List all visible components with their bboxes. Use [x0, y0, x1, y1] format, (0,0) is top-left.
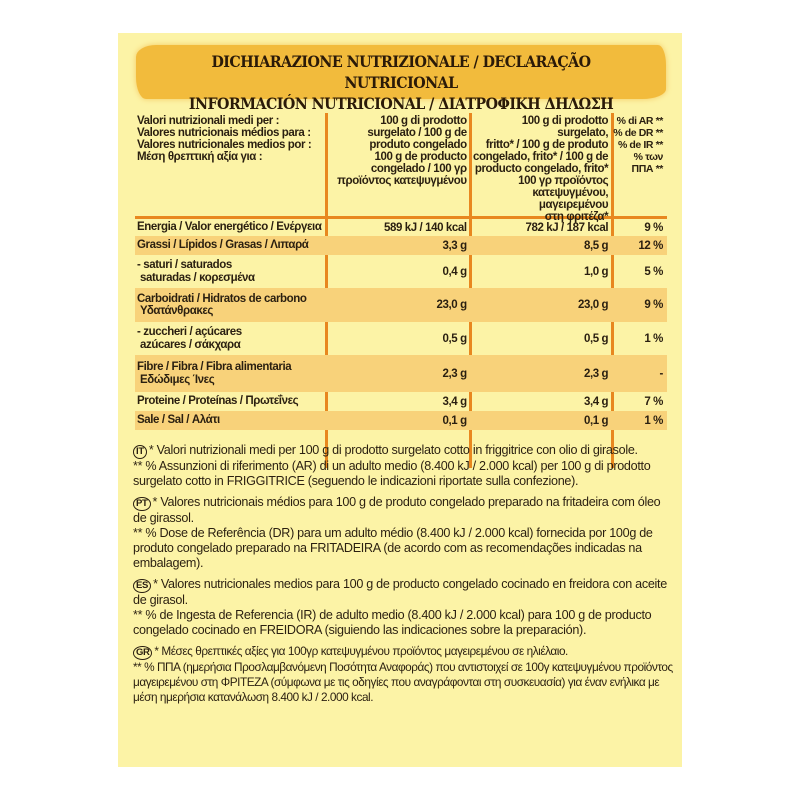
- nutrient-name-line: Energia / Valor energético / Ενέργεια: [137, 221, 322, 234]
- header-line: 100 g di prodotto surgelato,: [521, 115, 609, 139]
- header-line: Valori nutrizionali medi per :: [137, 115, 279, 127]
- header-label: [135, 113, 326, 163]
- nutrition-label: [118, 33, 682, 767]
- nutrient-name: [135, 236, 326, 255]
- footnote-es: [133, 577, 673, 638]
- value-frozen: 23,0 g: [436, 299, 467, 311]
- footnote-gr: [133, 644, 673, 705]
- footnote-double-star: ** % ΠΠΑ (ημερήσια Προσλαμβανόμενη Ποσότητα Αναφοράς) που αντιστοιχεί σε 100γ κατεψυγμένου προϊόντος μαγειρεμένου στη ΦΡΙΤΕΖΑ (σύμφωνα με τις οδηγίες που αναγράφονται στη συσκευασία) για έναν ενήλικα με μέση ημερήσια κατανάλωση 8.400 kJ / 2.000 kcal.: [133, 660, 673, 704]
- header-line: 100 g di prodotto: [380, 115, 467, 127]
- value-frozen: 2,3 g: [442, 367, 467, 380]
- title-line-1: DICHIARAZIONE NUTRIZIONALE / DECLARAÇÃO NUTRICIONAL: [211, 52, 591, 92]
- reference-intake-percent: 1 %: [644, 414, 663, 427]
- title-banner: [136, 45, 666, 113]
- header-line: 100 g de producto: [374, 151, 467, 163]
- nutrient-name: [135, 355, 326, 392]
- nutrient-name-line: azúcares / σάκχαρα: [140, 338, 241, 351]
- footnote-star: * Μέσες θρεπτικές αξίες για 100γρ κατεψυγμένου προϊόντος μαγειρεμένου σε ηλιέλαιο.: [154, 644, 568, 658]
- value-frozen: 3,3 g: [442, 239, 467, 252]
- nutrient-name-line: Υδατάνθρακες: [140, 305, 214, 317]
- value-fried: 8,5 g: [583, 239, 609, 252]
- value-fried: 782 kJ / 187 kcal: [525, 221, 609, 234]
- table-row: [135, 355, 667, 392]
- footnote-double-star: ** % Assunzioni di riferimento (AR) di un adulto medio (8.400 kJ / 2.000 kcal) per 100 g di prodotto surgelato cotto in FRIGGITRICE (seguendo le indicazioni riportate sulla confezione).: [133, 459, 651, 488]
- header-line: 100 γρ προϊόντος: [518, 175, 609, 187]
- nutrient-name-line: Carboidrati / Hidratos de carbono: [137, 292, 307, 305]
- reference-intake-percent: 7 %: [644, 395, 663, 408]
- value-frozen: 589 kJ / 140 kcal: [383, 221, 467, 234]
- nutrient-name-line: Proteine / Proteínas / Πρωτεΐνες: [137, 395, 299, 408]
- nutrient-name: [135, 411, 326, 430]
- footnote-star: * Valores nutricionais médios para 100 g de produto congelado preparado na fritadeira com óleo de girassol.: [133, 495, 661, 525]
- reference-intake-percent: -: [659, 367, 663, 380]
- language-badge: ES: [133, 579, 151, 593]
- nutrition-table: [135, 113, 667, 430]
- reference-intake-percent: 12 %: [638, 239, 663, 252]
- value-fried: 1,0 g: [583, 265, 609, 278]
- header-line: congelado, frito* / 100 g de: [473, 151, 609, 163]
- footnotes: [133, 443, 673, 711]
- header-line: congelado / 100 γρ: [370, 163, 467, 175]
- header-line: Valores nutricionales medios por :: [137, 139, 312, 151]
- table-row: [135, 219, 667, 236]
- reference-intake-percent: 5 %: [644, 265, 663, 278]
- header-line: % di AR **: [616, 115, 663, 127]
- nutrient-name-line: saturadas / κορεσμένα: [140, 271, 255, 284]
- header-line: produto congelado: [369, 139, 467, 151]
- header-per-100g-fried: [471, 113, 612, 223]
- language-badge: IT: [133, 445, 147, 459]
- reference-intake-percent: 9 %: [644, 221, 663, 234]
- nutrient-name: [135, 288, 326, 322]
- nutrient-name-line: - zuccheri / açúcares: [137, 326, 242, 338]
- nutrient-name-line: - saturi / saturados: [137, 259, 232, 271]
- table-row: [135, 255, 667, 288]
- header-line: Valores nutricionais médios para :: [137, 127, 311, 139]
- header-line: % de IR **: [617, 139, 663, 151]
- header-line: surgelato / 100 g de: [367, 127, 467, 139]
- value-fried: 23,0 g: [577, 299, 609, 311]
- header-per-100g-frozen: [326, 113, 470, 187]
- table-row: [135, 236, 667, 255]
- value-frozen: 0,5 g: [442, 332, 467, 345]
- reference-intake-percent: 9 %: [644, 299, 663, 311]
- title-line-2: INFORMACIÓN NUTRICIONAL / ΔΙΑΤΡΟΦΙΚΗ ΔΗΛΩΣΗ: [188, 94, 614, 113]
- nutrient-name: [135, 255, 326, 288]
- value-fried: 3,4 g: [583, 395, 609, 408]
- reference-intake-percent: 1 %: [644, 332, 663, 345]
- header-line: Μέση θρεπτική αξία για :: [137, 151, 263, 163]
- nutrient-name-line: Sale / Sal / Αλάτι: [137, 414, 220, 427]
- table-header: [135, 113, 667, 223]
- table-body: [135, 219, 667, 430]
- header-line: producto congelado, frito*: [474, 163, 609, 175]
- value-frozen: 0,1 g: [442, 414, 467, 427]
- nutrient-name-line: Fibre / Fibra / Fibra alimentaria: [137, 361, 292, 373]
- table-row: [135, 322, 667, 355]
- table-row: [135, 411, 667, 430]
- header-reference-intake: [612, 113, 667, 175]
- nutrient-name: [135, 392, 326, 411]
- value-fried: 0,1 g: [583, 414, 609, 427]
- header-line: στη φριτέζα*: [544, 211, 609, 223]
- footnote-pt: [133, 495, 673, 571]
- footnote-it: [133, 443, 673, 489]
- footnote-star: * Valores nutricionales medios para 100 g de producto congelado cocinado en freidora con aceite de girasol.: [133, 577, 667, 607]
- value-frozen: 0,4 g: [442, 265, 467, 278]
- header-line: % de DR **: [613, 127, 663, 139]
- header-line: προϊόντος κατεψυγμένου: [337, 175, 467, 187]
- value-fried: 2,3 g: [583, 367, 609, 380]
- nutrient-name-line: Εδώδιμες Ίνες: [140, 373, 215, 386]
- nutrient-name: [135, 219, 326, 236]
- header-line: κατεψυγμένου, μαγειρεμένου: [532, 187, 609, 211]
- header-line: fritto* / 100 g de produto: [485, 139, 609, 151]
- value-frozen: 3,4 g: [442, 395, 467, 408]
- header-line: % των ΠΠΑ **: [631, 151, 663, 175]
- language-badge: GR: [133, 646, 152, 660]
- value-fried: 0,5 g: [583, 332, 609, 345]
- language-badge: PT: [133, 497, 151, 511]
- table-row: [135, 392, 667, 411]
- nutrient-name-line: Grassi / Lípidos / Grasas / Λιπαρά: [137, 239, 309, 252]
- footnote-double-star: ** % de Ingesta de Referencia (IR) de adulto medio (8.400 kJ / 2.000 kcal) para 100 g de producto congelado cocinado en FREIDORA (siguiendo las indicaciones sobre la preparación).: [133, 608, 652, 637]
- table-row: [135, 288, 667, 322]
- footnote-star: * Valori nutrizionali medi per 100 g di prodotto surgelato cotto in friggitrice con olio di girasole.: [148, 443, 638, 457]
- footnote-double-star: ** % Dose de Referência (DR) para um adulto médio (8.400 kJ / 2.000 kcal) fornecida por 100g de produto congelado preparado na FRITADEIRA (de acordo com as recomendações indicadas na embalagem).: [133, 526, 653, 570]
- nutrient-name: [135, 322, 326, 355]
